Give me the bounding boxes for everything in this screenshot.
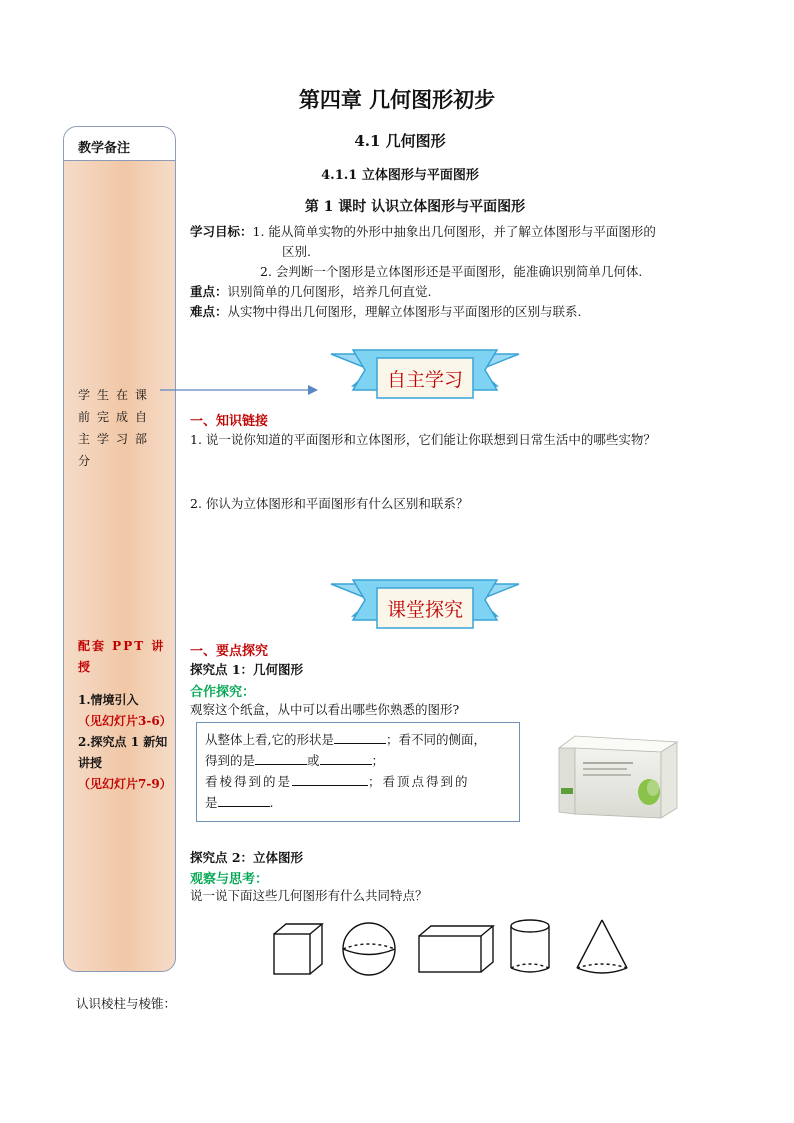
blank-side-1[interactable] xyxy=(255,750,307,765)
footer-text: 认识棱柱与棱锥： xyxy=(76,996,177,1011)
blank-vertex[interactable] xyxy=(218,792,270,807)
section-title: 4.1 几何图形 xyxy=(354,132,446,150)
paper-box-image xyxy=(553,730,681,822)
class-explore-label: 课堂探究 xyxy=(386,599,464,621)
box-line2a: 得到的是 xyxy=(205,753,256,768)
chapter-title: 第四章 几何图形初步 xyxy=(298,87,496,112)
hard-text: 从实物中得出几何图形，理解立体图形与平面图形的区别与联系. xyxy=(227,304,582,319)
class-explore-banner xyxy=(325,576,525,638)
cuboid-shape xyxy=(419,926,493,972)
observe-text: 观察这个纸盒，从中可以看出哪些你熟悉的图形? xyxy=(190,702,460,717)
shapes-question: 说一说下面这些几何图形有什么共同特点？ xyxy=(190,888,428,903)
geometric-shapes-row xyxy=(266,914,636,980)
think-heading: 观察与思考： xyxy=(190,872,269,887)
knowledge-q1: 1. 说一说你知道的平面图形和立体图形，它们能让你联想到日常生活中的哪些实物？ xyxy=(190,432,656,447)
box-line3b: ；看顶点得到的 xyxy=(368,774,470,789)
box-line2c: ； xyxy=(371,753,385,768)
ppt-line: 配套 PPT 讲授 xyxy=(78,639,166,674)
blank-side-2[interactable] xyxy=(320,750,372,765)
sidebar-ppt-notes xyxy=(78,636,172,795)
cube-shape xyxy=(274,924,322,974)
box-line1a: 从整体上看,它的形状是 xyxy=(205,732,334,747)
objective-1a: 1. 能从简单实物的外形中抽象出几何图形，并了解立体图形与平面图形的 xyxy=(252,224,656,239)
ppt-item2-ref: （见幻灯片7-9） xyxy=(78,777,172,791)
explore-point2: 探究点 2：立体图形 xyxy=(190,850,304,865)
sphere-shape xyxy=(343,923,395,975)
box-line2b: 或 xyxy=(307,753,320,768)
subsection-title: 4.1.1 立体图形与平面图形 xyxy=(321,168,479,183)
box-line4b: . xyxy=(269,795,274,810)
ppt-item1-ref: （见幻灯片3-6） xyxy=(78,714,172,728)
coop-heading: 合作探究： xyxy=(190,685,256,700)
sidebar-note: 学生在课前完成自主学习部分 xyxy=(78,388,155,468)
teaching-notes-sidebar xyxy=(63,126,176,972)
objective-2: 2. 会判断一个图形是立体图形还是平面图形，能准确识别简单几何体. xyxy=(260,264,643,279)
self-study-banner xyxy=(325,346,525,408)
ppt-item2-title: 2.探究点 1 新知讲授 xyxy=(78,735,168,770)
objectives-block xyxy=(190,222,750,322)
cylinder-shape xyxy=(511,920,549,972)
objectives-label: 学习目标： xyxy=(190,224,253,239)
box-line4a: 是 xyxy=(205,795,218,810)
blank-shape[interactable] xyxy=(334,729,386,744)
box-line1b: ；看不同的侧面， xyxy=(385,732,486,747)
ppt-item1-title: 1.情境引入 xyxy=(78,693,139,707)
sidebar-header: 教学备注 xyxy=(64,127,175,161)
key-text: 识别简单的几何图形，培养几何直觉. xyxy=(227,284,432,299)
lesson-title: 第 1 课时 认识立体图形与平面图形 xyxy=(304,199,526,215)
explore-heading: 一、要点探究 xyxy=(190,644,269,659)
explore-point1: 探究点 1：几何图形 xyxy=(190,662,304,677)
key-label: 重点： xyxy=(190,284,228,299)
cone-shape xyxy=(577,920,627,973)
blank-edge[interactable] xyxy=(292,771,368,786)
box-line3a: 看棱得到的是 xyxy=(205,774,293,789)
question-box xyxy=(196,722,520,822)
arrow-to-self-study xyxy=(160,380,320,400)
hard-label: 难点： xyxy=(190,304,228,319)
objective-1b: 区别. xyxy=(282,244,311,259)
knowledge-heading: 一、知识链接 xyxy=(190,414,269,429)
knowledge-q2: 2. 你认为立体图形和平面图形有什么区别和联系？ xyxy=(190,496,469,511)
self-study-label: 自主学习 xyxy=(386,369,464,391)
